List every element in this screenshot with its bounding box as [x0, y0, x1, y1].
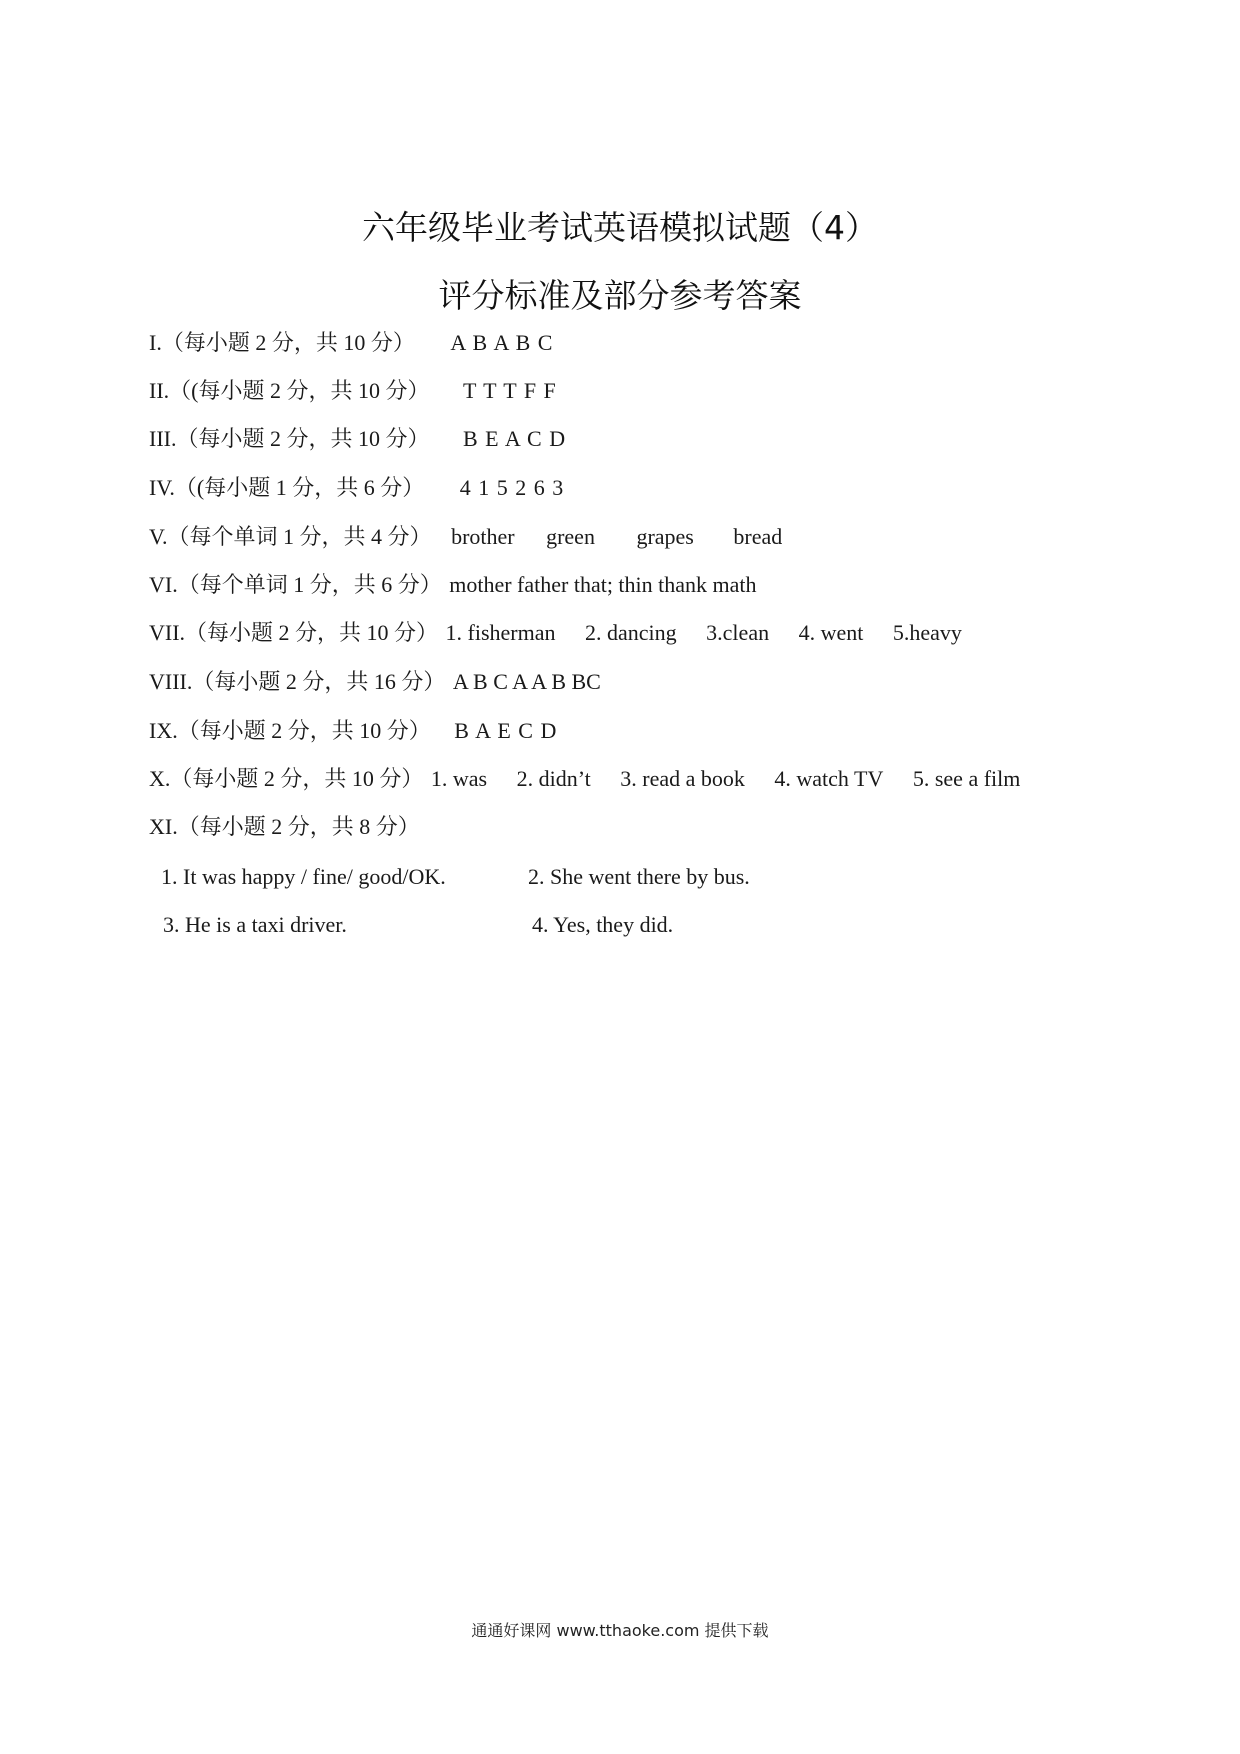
page-subtitle: 评分标准及部分参考答案 [438, 276, 802, 315]
answer-item: green [546, 524, 595, 549]
section-row [149, 618, 962, 648]
xi-answer: 2. She went there by bus. [528, 864, 750, 889]
answer-item: brother [451, 524, 515, 549]
section-answer: B E A C D [462, 426, 567, 451]
answer-item: 5.heavy [892, 620, 962, 645]
section-row [149, 667, 601, 697]
answer-item: grapes [636, 524, 694, 549]
section-answer: B A E C D [454, 718, 558, 743]
xi-answer: 3. He is a taxi driver. [163, 912, 347, 937]
footer-credit: 通通好课网 www.tthaoke.com 提供下载 [471, 1621, 769, 1640]
section-label: VI.（每个单词 1 分，共 6 分） [149, 572, 442, 597]
section-answer: A B A B C [450, 330, 554, 355]
answer-item: 1. fisherman [445, 620, 556, 645]
section-row [149, 764, 1020, 794]
answer-item: 2. didn’t [516, 766, 591, 791]
answer-item: 3.clean [706, 620, 770, 645]
page-title: 六年级毕业考试英语模拟试题（4） [362, 208, 878, 247]
answer-item: bread [733, 524, 783, 549]
section-answer [446, 618, 962, 648]
section-answer: A B C A A B BC [452, 669, 601, 694]
section-label: I.（每小题 2 分，共 10 分） [149, 330, 415, 355]
answer-item: 4. watch TV [774, 766, 884, 791]
section-label: IV.（(每小题 1 分，共 6 分） [149, 475, 425, 500]
answer-item: 1. was [430, 766, 488, 791]
answer-item: 2. dancing [585, 620, 677, 645]
section-answer [431, 764, 1021, 794]
section-row [149, 424, 566, 454]
section-row [149, 376, 557, 406]
answer-item: 4. went [798, 620, 864, 645]
section-row [149, 570, 757, 600]
answer-item: 5. see a film [912, 766, 1021, 791]
xi-answer: 4. Yes, they did. [532, 912, 674, 937]
section-row [149, 812, 420, 842]
section-row [149, 473, 564, 503]
section-label: VII.（每小题 2 分，共 10 分） [149, 620, 439, 645]
section-label: VIII.（每小题 2 分，共 16 分） [149, 669, 446, 694]
section-answer: mother father that; thin thank math [449, 572, 757, 597]
section-answer: 4 1 5 2 6 3 [459, 475, 565, 500]
section-row [149, 716, 557, 746]
answer-item: 3. read a book [620, 766, 745, 791]
section-answer [451, 522, 782, 552]
section-label: X.（每小题 2 分，共 10 分） [149, 766, 424, 791]
section-label: V.（每个单词 1 分，共 4 分） [149, 524, 432, 549]
section-row [149, 328, 553, 358]
section-row [149, 522, 782, 552]
section-label: XI.（每小题 2 分，共 8 分） [149, 814, 420, 839]
section-label: II.（(每小题 2 分，共 10 分） [149, 378, 430, 403]
section-answer: T T T F F [462, 378, 557, 403]
section-label: III.（每小题 2 分，共 10 分） [149, 426, 430, 451]
section-label: IX.（每小题 2 分，共 10 分） [149, 718, 431, 743]
xi-answer: 1. It was happy / fine/ good/OK. [161, 864, 446, 889]
